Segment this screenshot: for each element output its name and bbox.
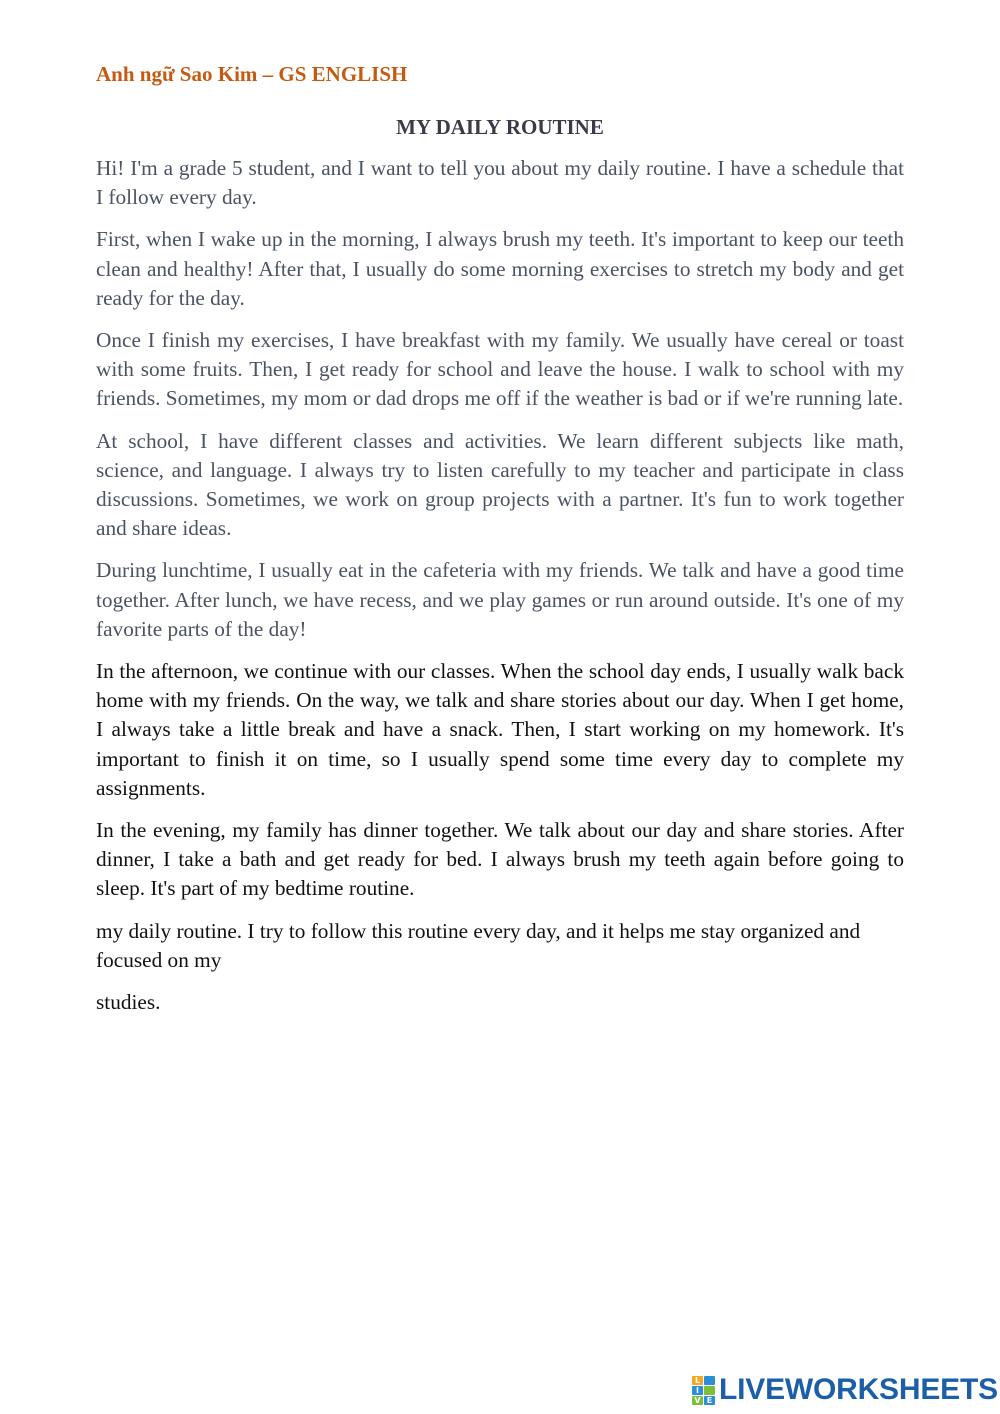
logo-mark-tile: E bbox=[704, 1396, 715, 1405]
logo-mark-tile: I bbox=[692, 1386, 703, 1395]
paragraph-school: At school, I have different classes and activities. We learn different subjects like math, science, and language. I always try to listen carefully to my teacher and participate in class discussions. Sometimes, we work on group projects with a partner. It's fun to work together and share ideas. bbox=[96, 428, 904, 541]
logo-mark-tile: V bbox=[692, 1396, 703, 1405]
paragraph-closing-word: studies. bbox=[96, 990, 161, 1015]
logo-mark-tile: L bbox=[692, 1376, 703, 1385]
page-title: MY DAILY ROUTINE bbox=[396, 115, 604, 139]
school-header: Anh ngữ Sao Kim – GS ENGLISH bbox=[96, 62, 408, 86]
paragraph-breakfast: Once I finish my exercises, I have breakfast with my family. We usually have cereal or toast with some fruits. Then, I get ready for school and leave the house. I walk to school with my friends. Sometimes, my mom or dad drops me off if the weather is bad or if we're running late. bbox=[96, 328, 904, 411]
paragraph-evening: In the evening, my family has dinner together. We talk about our day and share stories. After dinner, I take a bath and get ready for bed. I always brush my teeth again before going to sleep. It's part of my bedtime routine. bbox=[96, 818, 904, 901]
logo-wordmark: LIVEWORKSHEETS bbox=[719, 1373, 998, 1406]
logo-mark-tile bbox=[704, 1376, 715, 1385]
paragraph-conclusion: my daily routine. I try to follow this routine every day, and it helps me stay organized and focused on my bbox=[96, 918, 861, 972]
logo-mark-tile bbox=[704, 1386, 715, 1395]
liveworksheets-logo-icon bbox=[692, 1376, 715, 1405]
paragraph-intro: Hi! I'm a grade 5 student, and I want to tell you about my daily routine. I have a schedule that I follow every day. bbox=[96, 156, 904, 210]
paragraph-afternoon: In the afternoon, we continue with our classes. When the school day ends, I usually walk back home with my friends. On the way, we talk and share stories about our day. When I get home, I always take a little break and have a snack. Then, I start working on my homework. It's important to finish it on time, so I usually spend some time every day to complete my assignments. bbox=[96, 659, 904, 800]
liveworksheets-logo bbox=[692, 1373, 998, 1407]
reading-passage bbox=[96, 154, 904, 1030]
paragraph-morning: First, when I wake up in the morning, I always brush my teeth. It's important to keep our teeth clean and healthy! After that, I usually do some morning exercises to stretch my body and get ready for the day. bbox=[96, 227, 904, 310]
paragraph-lunchtime: During lunchtime, I usually eat in the cafeteria with my friends. We talk and have a good time together. After lunch, we have recess, and we play games or run around outside. It's one of my favorite parts of the day! bbox=[96, 558, 904, 641]
